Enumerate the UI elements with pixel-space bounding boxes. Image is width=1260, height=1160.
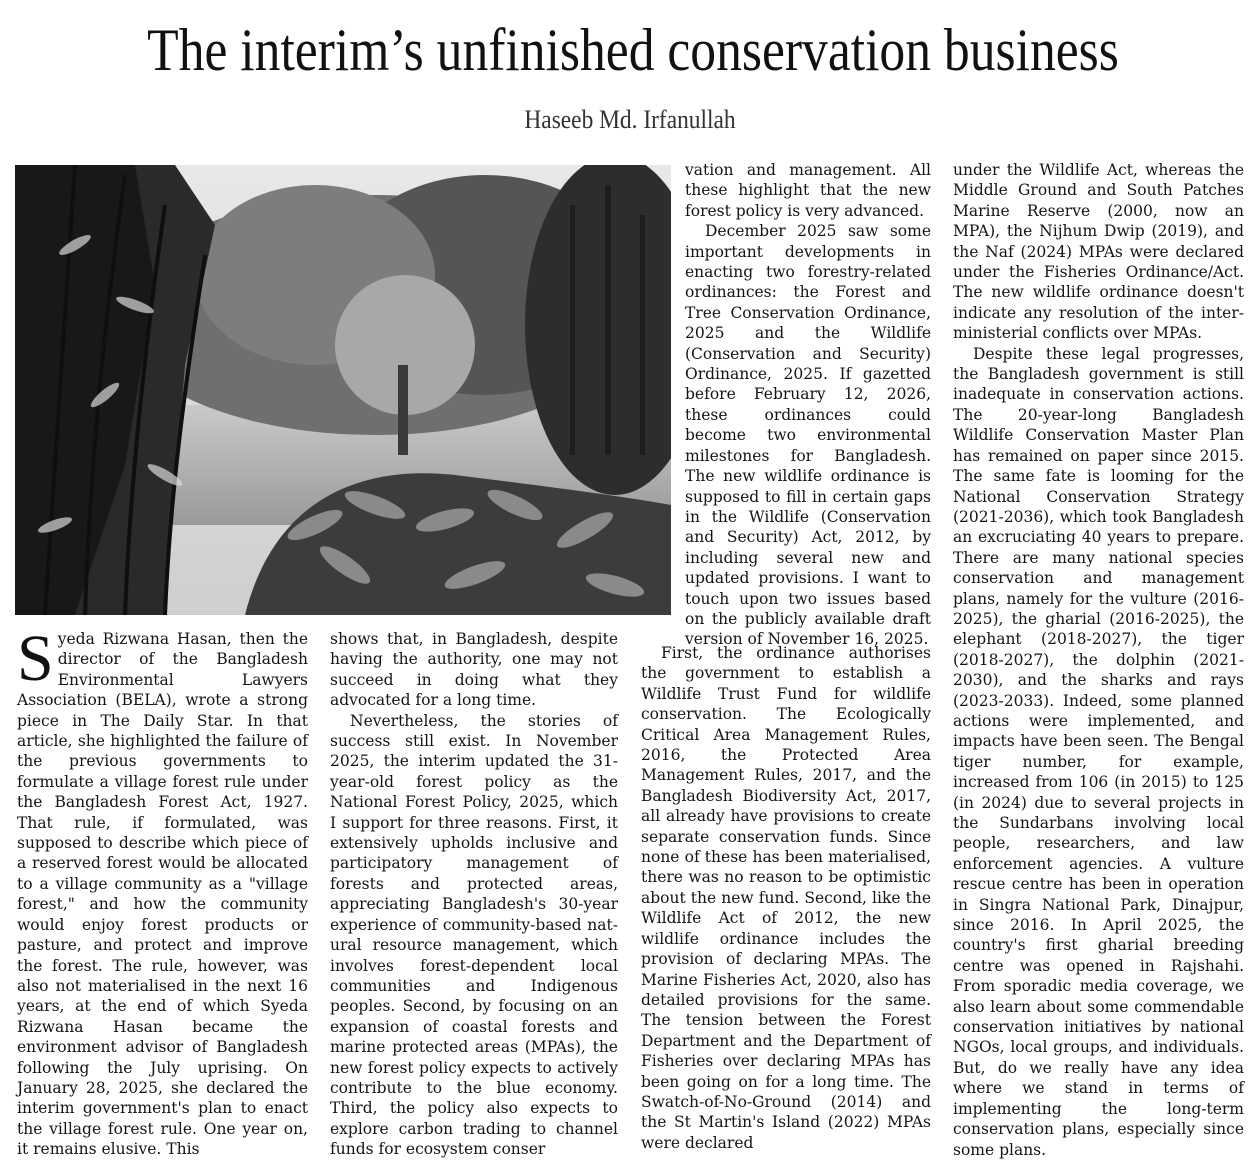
- paragraph: yeda Rizwana Hasan, then the director of the Bangladesh Environmental Lawyers Association (BELA), wrote a strong piece in The Daily Star. In that article, she highlighted the failure of the previous governments to formulate a village forest rule under the Bangladesh Forest Act, 1927. That rule, if formulated, was supposed to describe which piece of a reserved forest would be allocated to a village community as a "village forest," and how the community would enjoy forest products or pasture, and protect and improve the forest. The rule, however, was also not materialised in the next 16 years, at the end of which Syeda Rizwana Hasan became the environment advisor of Bangladesh following the July uprising. On January 28, 2025, she declared the interim government's plan to enact the village forest rule. One year on, it remains elusive. This: [17, 630, 308, 1159]
- paragraph: under the Wildlife Act, whereas the Middle Ground and South Patches Marine Reserve (2000, now an MPA), the Nijhum Dwip (2019), and the Naf (2024) MPAs were declared under the Fisheries Ordinance/Act. The new wildlife ordinance doesn't indicate any resolution of the inter-ministerial conflicts over MPAs.: [953, 161, 1244, 343]
- article-column-4: [953, 160, 1244, 1160]
- headline: The interim’s unfinished conservation business: [147, 17, 1119, 83]
- drop-cap: S: [17, 622, 54, 695]
- byline: Haseeb Md. Irfanullah: [524, 105, 736, 134]
- article-column-3-bottom: [641, 643, 931, 1153]
- forest-photo: [15, 165, 671, 615]
- article-column-2: [330, 629, 618, 1160]
- paragraph: shows that, in Bangladesh, despite having the authority, one may not succeed in doing what they advocated for a long time.: [330, 630, 618, 710]
- paragraph: Nevertheless, the stories of success still exist. In November 2025, the interim updated the 31-year-old forest policy as the National Forest Policy, 2025, which I support for three reasons. First, it extensively upholds inclusive and participatory management of forests and protected areas, appreciating Bangladesh's 30-year experience of community-based natural resource management, which involves forest-dependent local communities and Indigenous peoples. Second, by focusing on an expansion of coastal forests and marine protected areas (MPAs), the new forest policy expects to actively contribute to the blue economy. Third, the policy also expects to explore carbon trading to channel funds for ecosystem conser: [330, 711, 618, 1159]
- paragraph: Despite these legal progresses, the Bangladesh government is still inadequate in conservation actions. The 20-year-long Bangladesh Wildlife Conservation Master Plan has remained on paper since 2015. The same fate is looming for the National Conservation Strategy (2021-2036), which took Bangladesh an excruciating 40 years to prepare. There are many national species conservation and management plans, namely for the vulture (2016-2025), the gharial (2016-2025), the elephant (2018-2027), the tiger (2018-2027), the dolphin (2021-2030), and the sharks and rays (2023-2033). Indeed, some planned actions were implemented, and impacts have been seen. The Bengal tiger number, for example, increased from 106 (in 2015) to 125 (in 2024) due to several projects in the Sundarbans involving local people, researchers, and law enforcement agencies. A vulture rescue centre has been in operation in Singra National Park, Dinajpur, since 2016. In April 2025, the country's first gharial breeding centre was opened in Rajshahi. From sporadic media coverage, we also learn about some commendable conservation initiatives by national NGOs, local groups, and individuals. But, do we really have any idea where we stand in terms of implementing the long-term conservation plans, especially since some plans.: [953, 344, 1244, 1159]
- paragraph: First, the ordinance authorises the government to establish a Wildlife Trust Fund for wildlife conservation. The Ecologically Critical Area Management Rules, 2016, the Protected Area Management Rules, 2017, and the Bangladesh Biodiversity Act, 2017, all already have provisions to create separate conservation funds. Since none of these has been materialised, there was no reason to be optimistic about the new fund. Second, like the Wildlife Act of 2012, the new wildlife ordinance includes the provision of declaring MPAs. The Marine Fisheries Act, 2020, also has detailed provisions for the same. The tension between the Forest Department and the Department of Fisheries over declaring MPAs has been going on for a long time. The Swatch-of-No-Ground (2014) and the St Martin's Island (2022) MPAs were declared: [641, 644, 931, 1152]
- paragraph: December 2025 saw some important developments in enacting two forestry-related ordinances: the Forest and Tree Conservation Ordinance, 2025 and the Wildlife (Conservation and Security) Ordinance, 2025. If gazetted before February 12, 2026, these ordinances could become two environmental milestones for Bangladesh. The new wildlife ordinance is supposed to fill in certain gaps in the Wildlife (Conservation and Security) Act, 2012, by including several new and updated provisions. I want to touch upon two issues based on the publicly available draft version of November 16, 2025.: [685, 222, 931, 649]
- article-column-1: [17, 622, 308, 1160]
- article-column-3-top: [685, 160, 931, 650]
- paragraph: vation and management. All these highlight that the new forest policy is very advanced.: [685, 161, 931, 220]
